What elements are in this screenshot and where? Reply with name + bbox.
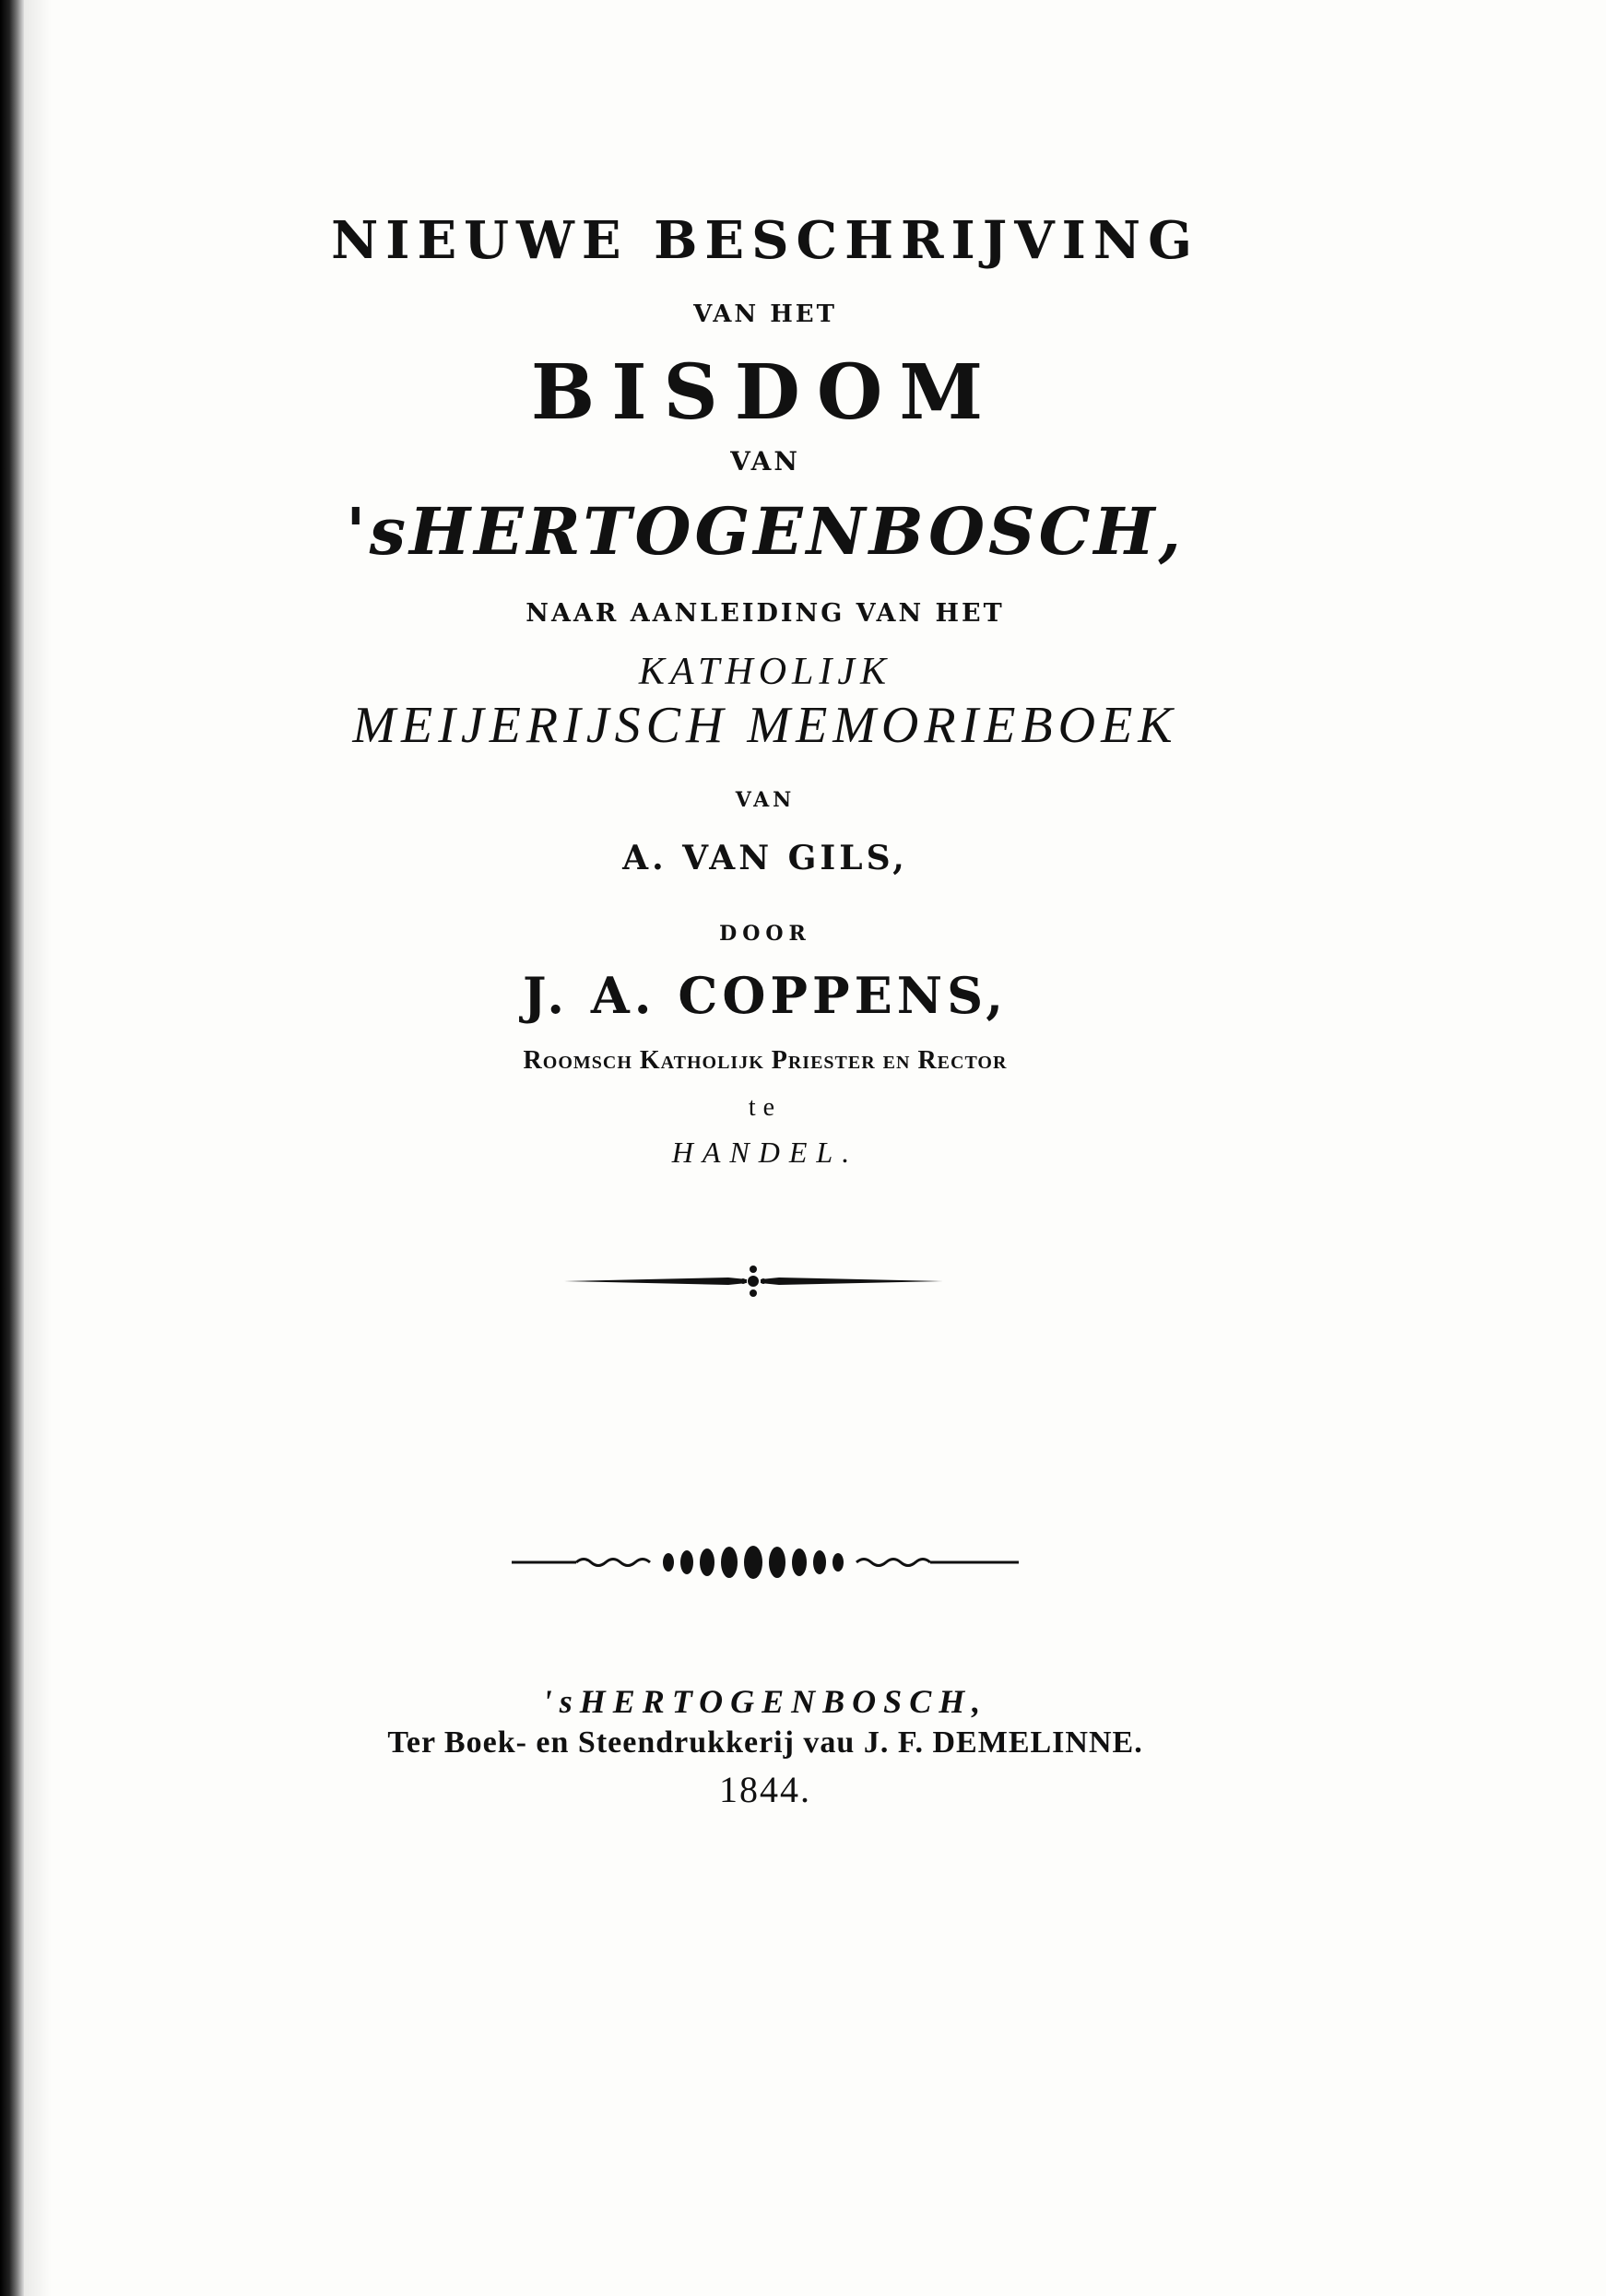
title-city: 'sHERTOGENBOSCH, (346, 493, 1185, 570)
imprint-year: 1844. (719, 1769, 811, 1810)
title-bisdom: BISDOM (530, 348, 1000, 437)
subtitle-door: DOOR (719, 922, 811, 946)
imprint-place: 'sHERTOGENBOSCH, (542, 1683, 988, 1720)
subtitle-te: te (748, 1093, 783, 1122)
author-title: Roomsch Katholijk Priester en Rector (523, 1046, 1008, 1075)
subtitle-memorieboek: MEIJERIJSCH MEMORIEBOEK (352, 697, 1178, 754)
ornament-rule-2 (512, 1539, 1019, 1585)
subtitle-naar-aanleiding: NAAR AANLEIDING VAN HET (525, 599, 1005, 628)
original-author: A. VAN GILS, (622, 839, 908, 877)
title-line-1: NIEUWE BESCHRIJVING (331, 210, 1199, 271)
author-name: J. A. COPPENS, (522, 966, 1009, 1025)
subtitle-van-author: VAN (735, 788, 796, 812)
subtitle-van-het: VAN HET (693, 300, 837, 328)
subtitle-van: VAN (730, 446, 800, 477)
author-place: HANDEL. (671, 1136, 859, 1169)
subtitle-katholijk: KATHOLIJK (638, 651, 892, 693)
ornament-rule-1 (562, 1258, 945, 1304)
imprint-printer: Ter Boek- en Steendrukkerij vau J. F. DEMELINNE. (387, 1725, 1143, 1760)
